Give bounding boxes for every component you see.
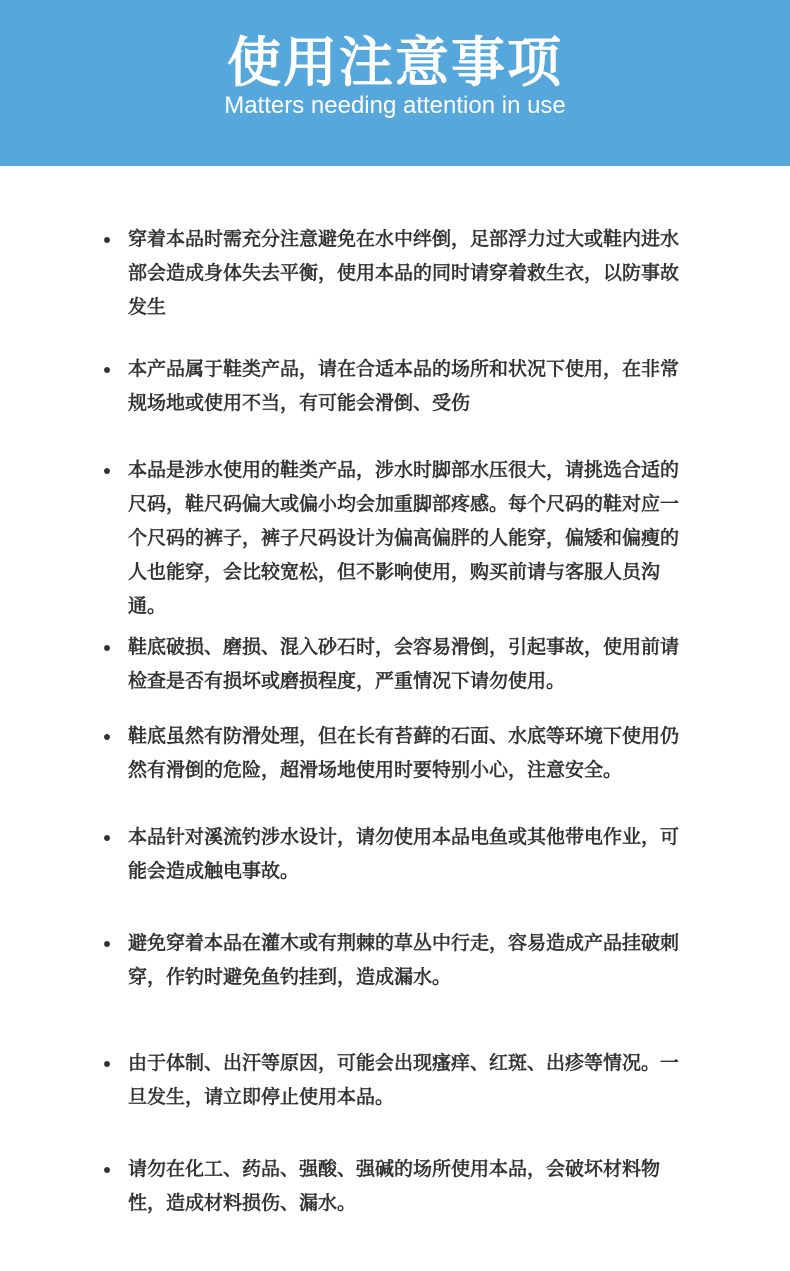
bullet-icon [104, 734, 110, 740]
notice-text: 由于体制、出汗等原因，可能会出现瘙痒、红斑、出疹等情况。一旦发生，请立即停止使用本品。 [128, 1052, 680, 1108]
bullet-icon [104, 367, 110, 373]
notice-text: 本品针对溪流钓涉水设计，请勿使用本品电鱼或其他带电作业，可能会造成触电事故。 [128, 826, 680, 882]
notice-item-7 [104, 926, 704, 994]
notice-text: 鞋底虽然有防滑处理，但在长有苔藓的石面、水底等环境下使用仍然有滑倒的危险，超滑场地使用时要特别小心，注意安全。 [128, 725, 680, 781]
notice-item-3 [104, 453, 704, 623]
bullet-icon [104, 468, 110, 474]
notice-item-8 [104, 1046, 704, 1114]
page-subtitle: Matters needing attention in use [224, 92, 566, 119]
bullet-icon [104, 237, 110, 243]
notice-item-9 [104, 1152, 704, 1220]
notice-item-2 [104, 352, 704, 420]
notice-text: 鞋底破损、磨损、混入砂石时，会容易滑倒，引起事故，使用前请检查是否有损坏或磨损程度，严重情况下请勿使用。 [128, 636, 680, 692]
notice-text: 本产品属于鞋类产品，请在合适本品的场所和状况下使用，在非常规场地或使用不当，有可能会滑倒、受伤 [128, 358, 680, 414]
notice-item-4 [104, 630, 704, 698]
notice-text: 请勿在化工、药品、强酸、强碱的场所使用本品，会破坏材料物性，造成材料损伤、漏水。 [128, 1158, 661, 1214]
notice-text: 避免穿着本品在灌木或有荆棘的草丛中行走，容易造成产品挂破刺穿，作钓时避免鱼钓挂到，造成漏水。 [128, 932, 680, 988]
bullet-icon [104, 1061, 110, 1067]
bullet-icon [104, 1167, 110, 1173]
bullet-icon [104, 941, 110, 947]
notice-text: 本品是涉水使用的鞋类产品，涉水时脚部水压很大，请挑选合适的尺码，鞋尺码偏大或偏小均会加重脚部疼感。每个尺码的鞋对应一个尺码的裤子，裤子尺码设计为偏高偏胖的人能穿，偏矮和偏瘦的人也能穿，会比较宽松，但不影响使用，购买前请与客服人员沟通。 [128, 459, 680, 617]
notice-item-6 [104, 820, 704, 888]
bullet-icon [104, 835, 110, 841]
bullet-icon [104, 645, 110, 651]
notice-text: 穿着本品时需充分注意避免在水中绊倒，足部浮力过大或鞋内进水部会造成身体失去平衡，使用本品的同时请穿着救生衣，以防事故发生 [128, 228, 680, 318]
notice-item-5 [104, 719, 704, 787]
notice-item-1 [104, 222, 704, 324]
page-title: 使用注意事项 [227, 31, 563, 94]
